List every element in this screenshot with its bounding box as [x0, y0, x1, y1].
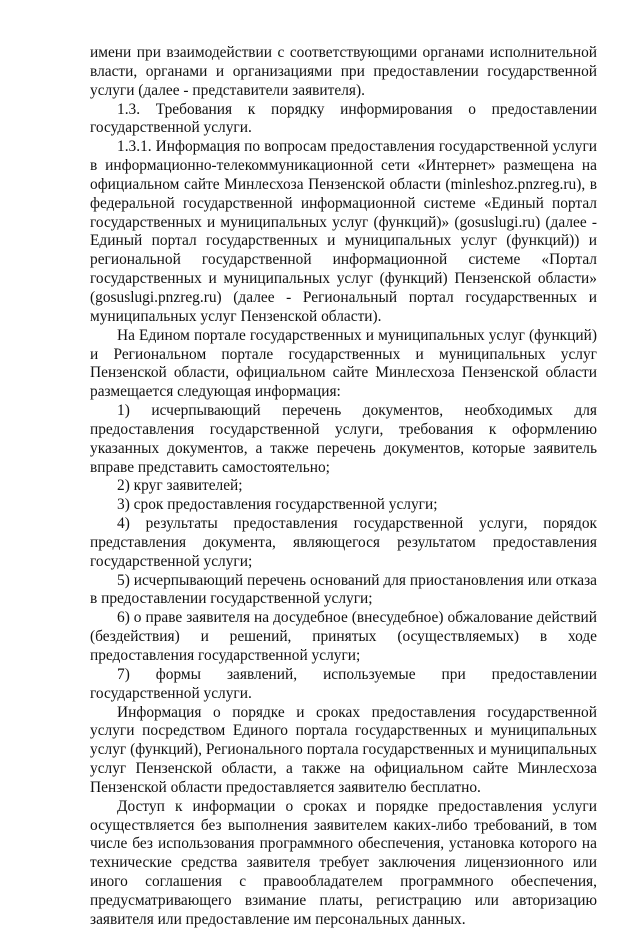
list-item-7: 7) формы заявлений, используемые при предоставлении государственной услуги.: [90, 665, 597, 702]
list-item-3: 3) срок предоставления государственной услуги;: [117, 496, 438, 514]
info-intro-paragraph: На Едином портале государственных и муниципальных услуг (функций) и Региональном портале государственных и муниципальных услуг Пензенской области, официальном сайте Минлесхоза Пензенской области размещается следующая информация:: [90, 326, 597, 401]
access-paragraph: Доступ к информации о сроках и порядке предоставления услуги осуществляется без выполнения заявителем каких-либо требований, в том числе без использования программного обеспечения, установка которого на технические средства заявителя требует заключения лицензионного или иного соглашения с правообладателем программного обеспечения, предусматривающего взимание платы, регистрацию или авторизацию заявителя или предоставление им персональных данных.: [90, 797, 597, 928]
list-item-2: 2) круг заявителей;: [117, 477, 243, 495]
list-item-1: 1) исчерпывающий перечень документов, необходимых для предоставления государственной услуги, требования к оформлению указанных документов, а также перечень документов, которые заявитель вправе представить самостоятельно;: [90, 402, 597, 476]
document-page: [90, 44, 597, 930]
list-item-4: 4) результаты предоставления государственной услуги, порядок представления документа, являющегося результатом предоставления государственной услуги;: [90, 515, 597, 570]
section-heading-1-3: 1.3. Требования к порядку информирования о предоставлении государственной услуги.: [90, 100, 597, 137]
paragraph-1-3-1: 1.3.1. Информация по вопросам предоставления государственной услуги в информационно-телекоммуникационной сети «Интернет» размещена на официальном сайте Минлесхоза Пензенской области (minleshoz.pnzreg.ru), в федеральной государственной информационной системе «Единый портал государственных и муниципальных услуг (функций)» (gosuslugi.ru) (далее - Единый портал государственных и муниципальных услуг (функций)) и региональной государственной информационной системе «Портал государственных и муниципальных услуг (функций) Пензенской области» (gosuslugi.pnzreg.ru) (далее - Региональный портал государственных и муниципальных услуг Пензенской области).: [90, 138, 597, 325]
list-item-5: 5) исчерпывающий перечень оснований для приостановления или отказа в предоставлении государственной услуги;: [90, 571, 597, 608]
free-info-paragraph: Информация о порядке и сроках предоставления государственной услуги посредством Единого портала государственных и муниципальных услуг (функций), Регионального портала государственных и муниципальных услуг Пензенской области, а также на официальном сайте Минлесхоза Пензенской области предоставляется заявителю бесплатно.: [90, 703, 597, 796]
list-item-6: 6) о праве заявителя на досудебное (внесудебное) обжалование действий (бездействия) и решений, принятых (осуществляемых) в ходе предоставления государственной услуги;: [90, 609, 597, 664]
continuation-paragraph: имени при взаимодействии с соответствующими органами исполнительной власти, органами и организациями при предоставлении государственной услуги (далее - представители заявителя).: [90, 44, 597, 99]
